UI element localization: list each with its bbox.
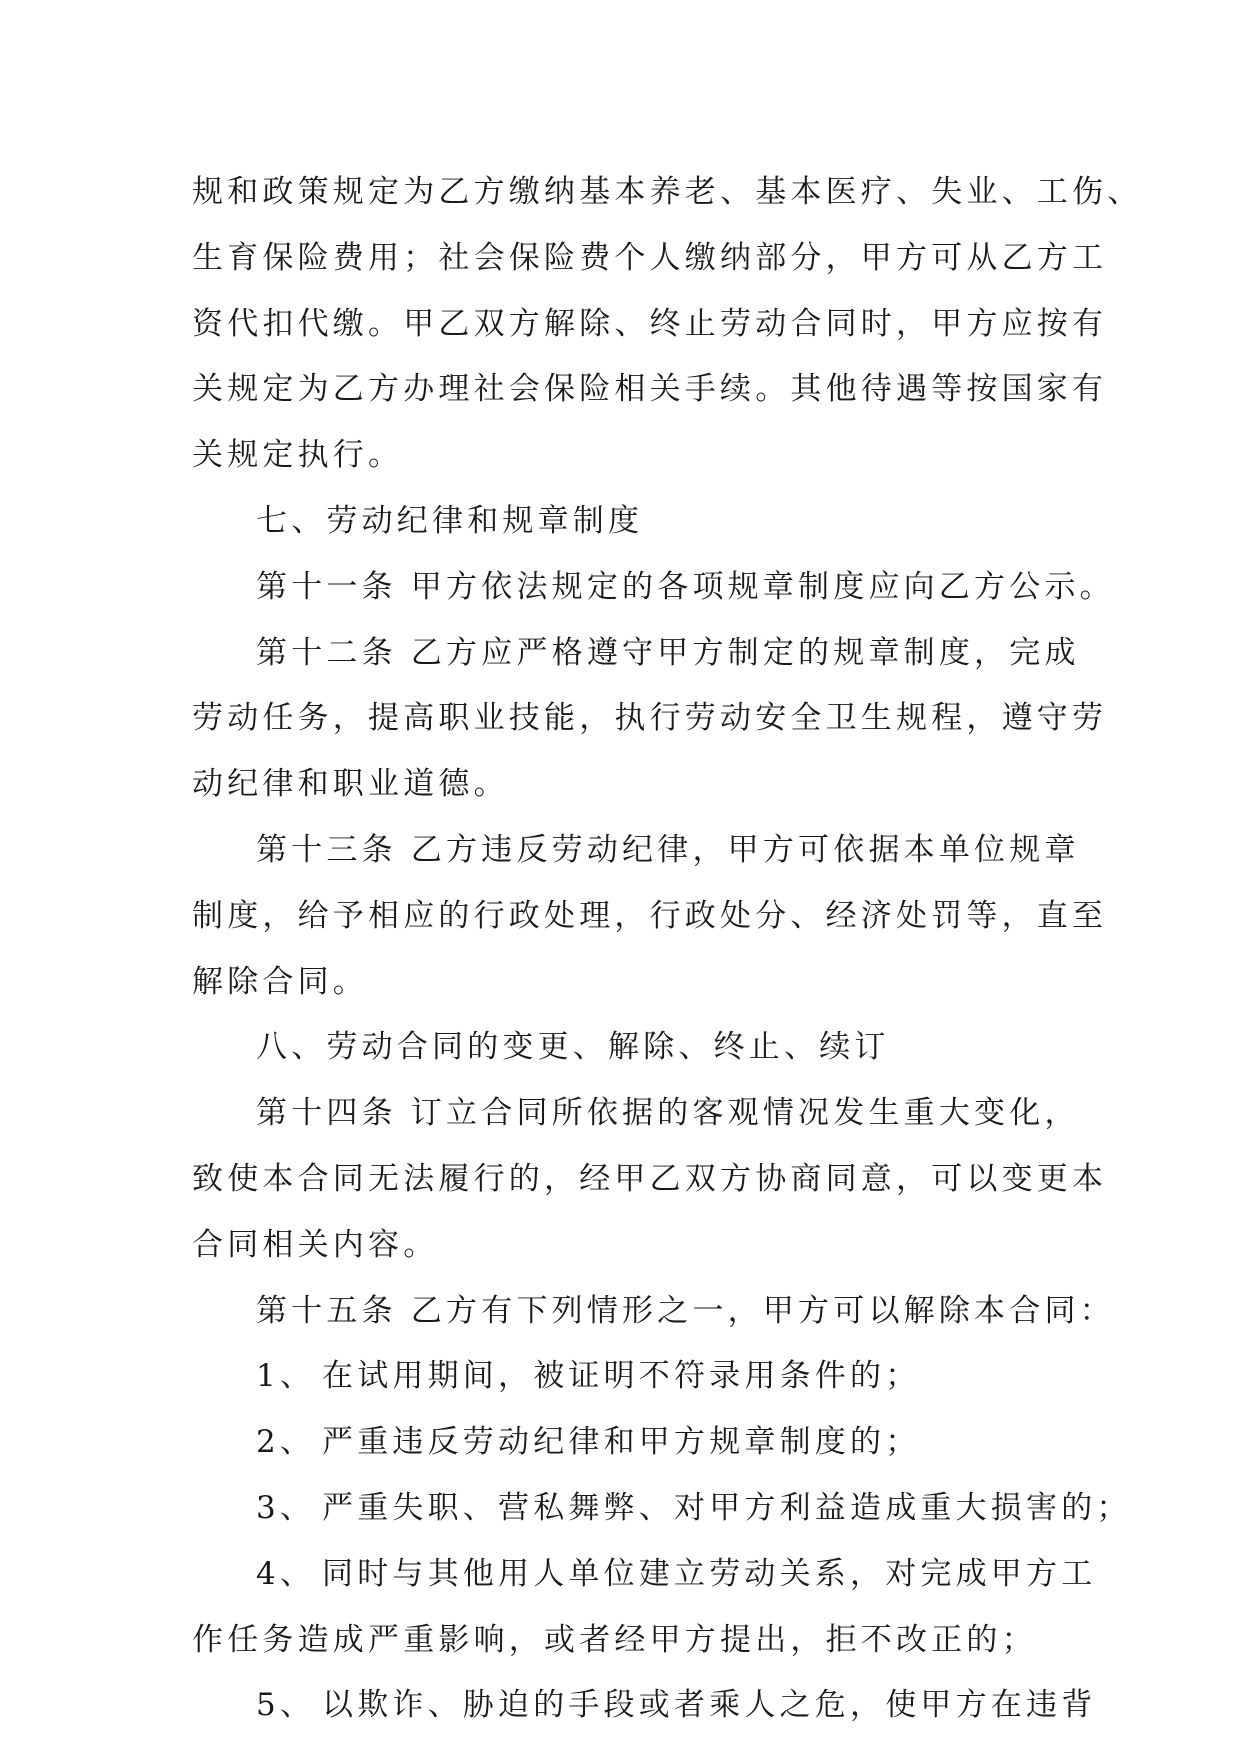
list-item xyxy=(192,1476,1132,1542)
contract-text xyxy=(192,160,1143,1739)
list-number: 3、 xyxy=(256,1489,316,1526)
list-item-text: 同时与其他用人单位建立劳动关系，对完成甲方工 xyxy=(322,1555,1097,1592)
section-heading: 八、劳动合同的变更、解除、终止、续订 xyxy=(256,1029,890,1066)
list-item xyxy=(192,1410,1072,1476)
list-number: 5、 xyxy=(256,1687,316,1724)
article-line: 第十二条 乙方应严格遵守甲方制定的规章制度，完成 xyxy=(256,634,1080,671)
text-line: 作任务造成严重影响，或者经甲方提出，拒不改正的； xyxy=(192,1621,1037,1658)
section-heading: 七、劳动纪律和规章制度 xyxy=(256,502,644,539)
text-line: 制度，给予相应的行政处理，行政处分、经济处罚等，直至 xyxy=(192,897,1108,934)
list-number: 4、 xyxy=(256,1555,316,1592)
text-line: 致使本合同无法履行的，经甲乙双方协商同意，可以变更本 xyxy=(192,1160,1108,1197)
article-line: 第十一条 甲方依法规定的各项规章制度应向乙方公示。 xyxy=(256,568,1115,605)
text-line: 关规定执行。 xyxy=(192,437,404,474)
text-line: 生育保险费用；社会保险费个人缴纳部分，甲方可从乙方工 xyxy=(192,239,1108,276)
list-item xyxy=(192,1673,1097,1739)
list-item-text: 严重违反劳动纪律和甲方规章制度的； xyxy=(322,1424,921,1461)
article-line: 第十四条 订立合同所依据的客观情况发生重大变化， xyxy=(256,1095,1080,1132)
text-line: 关规定为乙方办理社会保险相关手续。其他待遇等按国家有 xyxy=(192,371,1108,408)
list-number: 2、 xyxy=(256,1424,316,1461)
text-line: 劳动任务，提高职业技能，执行劳动安全卫生规程，遵守劳 xyxy=(192,700,1108,737)
article-line: 第十五条 乙方有下列情形之一，甲方可以解除本合同： xyxy=(256,1292,1115,1329)
list-number: 1、 xyxy=(256,1358,316,1395)
list-item xyxy=(192,1344,1072,1410)
text-line: 动纪律和职业道德。 xyxy=(192,766,509,803)
text-line: 规和政策规定为乙方缴纳基本养老、基本医疗、失业、工伤、 xyxy=(192,174,1143,210)
article-line: 第十三条 乙方违反劳动纪律，甲方可依据本单位规章 xyxy=(256,831,1080,868)
text-line: 资代扣代缴。甲乙双方解除、终止劳动合同时，甲方应按有 xyxy=(192,305,1108,342)
text-line: 合同相关内容。 xyxy=(192,1226,439,1263)
list-item-text: 以欺诈、胁迫的手段或者乘人之危，使甲方在违背 xyxy=(322,1687,1097,1724)
list-item-text: 严重失职、营私舞弊、对甲方利益造成重大损害的； xyxy=(322,1489,1132,1526)
text-line: 解除合同。 xyxy=(192,963,368,1000)
list-item xyxy=(192,1542,1097,1608)
list-item-text: 在试用期间，被证明不符录用条件的； xyxy=(322,1358,921,1395)
